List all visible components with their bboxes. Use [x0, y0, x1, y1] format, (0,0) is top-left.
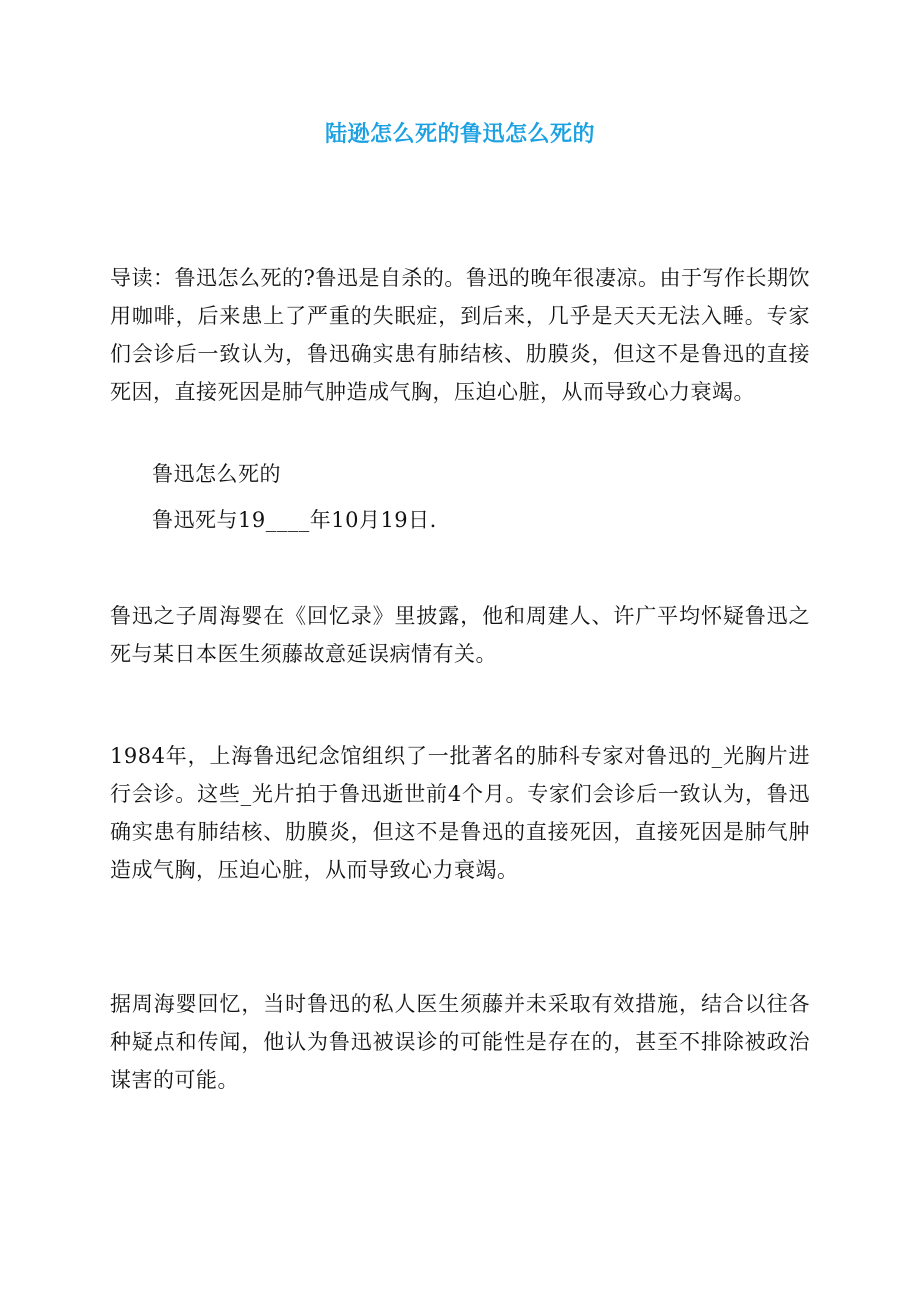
page-title: 陆逊怎么死的鲁迅怎么死的 [324, 122, 595, 147]
son-memoir-paragraph: 鲁迅之子周海婴在《回忆录》里披露，他和周建人、许广平均怀疑鲁迅之死与某日本医生须藤故意延误病情有关。 [110, 604, 810, 666]
xray-1984-paragraph: 1984年，上海鲁迅纪念馆组织了一批著名的肺科专家对鲁迅的_光胸片进行会诊。这些_光片拍于鲁迅逝世前4个月。专家们会诊后一致认为，鲁迅确实患有肺结核、肋膜炎，但这不是鲁迅的直接死因，直接死因是肺气肿造成气胸，压迫心脏，从而导致心力衰竭。 [110, 744, 810, 882]
recollection-paragraph: 据周海婴回忆，当时鲁迅的私人医生须藤并未采取有效措施，结合以往各种疑点和传闻，他认为鲁迅被误诊的可能性是存在的，甚至不排除被政治谋害的可能。 [110, 992, 810, 1092]
subheading: 鲁迅怎么死的 [152, 462, 281, 486]
date-line: 鲁迅死与19____年10月19日. [152, 508, 437, 532]
intro-paragraph: 导读：鲁迅怎么死的?鲁迅是自杀的。鲁迅的晚年很凄凉。由于写作长期饮用咖啡，后来患上了严重的失眠症，到后来，几乎是天天无法入睡。专家们会诊后一致认为，鲁迅确实患有肺结核、肋膜炎，但这不是鲁迅的直接死因，直接死因是肺气肿造成气胸，压迫心脏，从而导致心力衰竭。 [110, 266, 810, 404]
